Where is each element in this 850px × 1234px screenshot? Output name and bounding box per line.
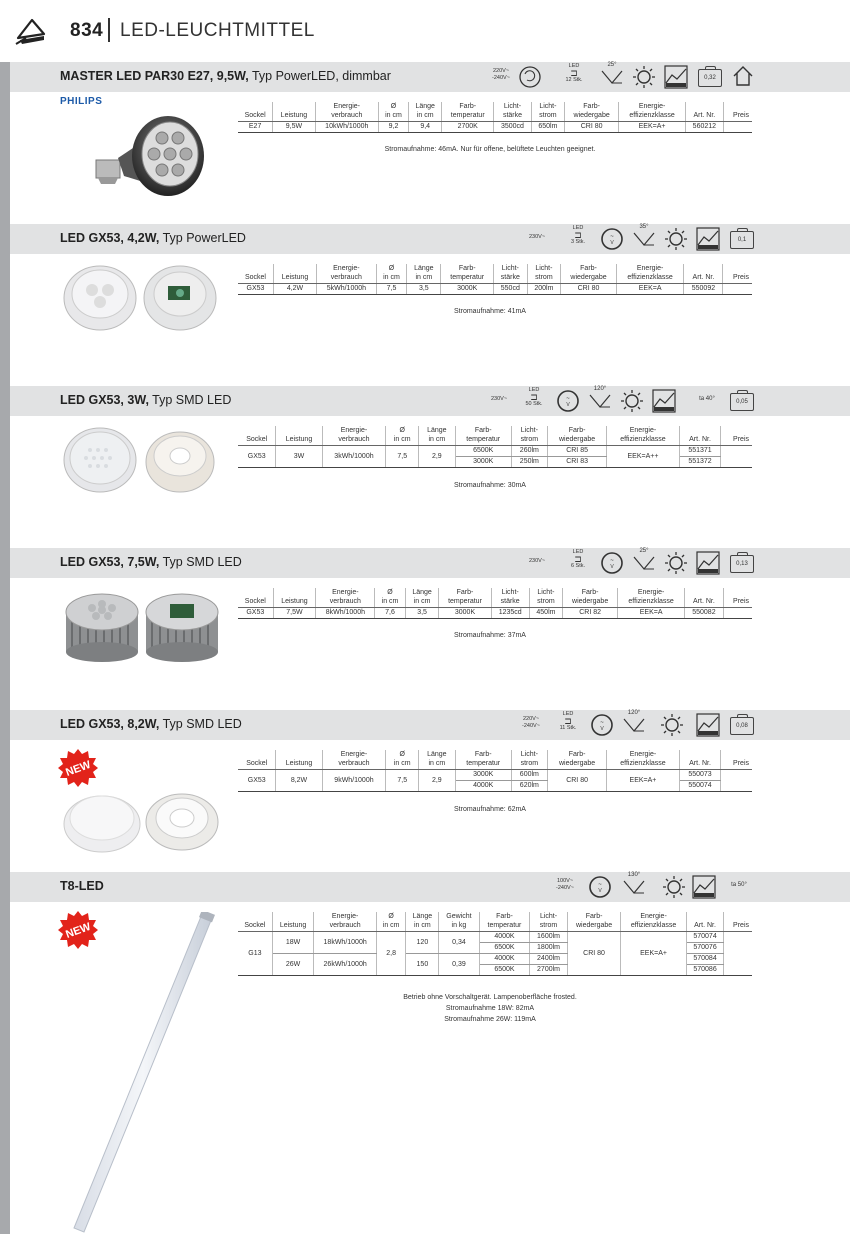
table-cell: 620lm	[511, 781, 547, 792]
table-cell: 3000K	[439, 608, 491, 619]
table-cell: G13	[238, 932, 272, 976]
col-header: Licht- strom	[531, 102, 564, 122]
table-cell: 4000K	[455, 781, 511, 792]
table-cell: 2,9	[419, 770, 455, 792]
table-cell: 26W	[272, 954, 314, 976]
light-bulb-icon	[664, 551, 688, 575]
table-cell: EEK=A	[616, 284, 684, 295]
col-header: Länge in cm	[408, 102, 441, 122]
table-cell: 3,5	[407, 284, 441, 295]
col-header: Farb- temperatur	[442, 102, 494, 122]
col-header: Ø in cm	[375, 588, 405, 608]
article-number: 550074	[679, 781, 721, 792]
product-section-t8-led	[10, 872, 850, 1234]
table-cell: 2,8	[376, 932, 406, 976]
ac-dc-icon	[590, 713, 614, 737]
voltage-icon: 220V~ -240V~	[522, 716, 540, 729]
light-bulb-icon	[620, 389, 644, 413]
new-badge-label: NEW	[64, 758, 93, 779]
beam-angle-icon: 35°	[632, 224, 656, 248]
ac-dc-icon	[600, 551, 624, 575]
col-header: Preis	[724, 102, 752, 122]
section-note: Stromaufnahme: 46mA. Nur für offene, belüftete Leuchten geeignet.	[384, 146, 596, 153]
section-note: Stromaufnahme: 37mA	[454, 632, 526, 639]
table-cell: 3,5	[405, 608, 439, 619]
table-cell: 4,2W	[273, 284, 316, 295]
col-header: Farb- wiedergabe	[547, 426, 607, 446]
spec-table	[238, 912, 752, 976]
table-cell: CRI 83	[547, 457, 607, 468]
article-number: 570084	[686, 954, 724, 965]
svg-text:V: V	[610, 564, 614, 570]
table-cell: CRI 80	[561, 284, 617, 295]
section-title: LED GX53, 3W, Typ SMD LED	[60, 393, 232, 407]
table-cell: 3000K	[441, 284, 494, 295]
spec-table	[238, 102, 752, 133]
table-cell: EEK=A	[618, 608, 685, 619]
price-cell	[724, 932, 752, 976]
col-header: Sockel	[238, 588, 273, 608]
table-cell: 200lm	[527, 284, 561, 295]
col-header: Gewicht in kg	[439, 912, 479, 932]
col-header: Farb- temperatur	[455, 750, 511, 770]
svg-text:~: ~	[566, 396, 570, 402]
page-title: LED-LEUCHTMITTEL	[120, 20, 315, 41]
feature-icons	[520, 548, 850, 578]
col-header: Energie- effizienzklasse	[607, 750, 679, 770]
ambient-temperature-label: ta 40°	[699, 396, 715, 402]
col-header: Sockel	[238, 264, 273, 284]
weight-box-icon: 0,13	[730, 555, 754, 573]
article-number: 570076	[686, 943, 724, 954]
table-cell: 8kWh/1000h	[316, 608, 375, 619]
left-margin-bar	[0, 62, 10, 1234]
table-cell: 18kWh/1000h	[314, 932, 376, 954]
col-header: Preis	[721, 750, 752, 770]
section-title: LED GX53, 8,2W, Typ SMD LED	[60, 717, 242, 731]
table-cell: 26kWh/1000h	[314, 954, 376, 976]
col-header: Sockel	[238, 750, 276, 770]
led-count-icon: LED ⊐ 6 Stk.	[570, 549, 586, 569]
led-count-icon: LED ⊐ 50 Stk.	[525, 387, 543, 407]
svg-text:V: V	[566, 402, 570, 408]
table-cell: 7,5	[376, 284, 407, 295]
col-header: Licht- strom	[530, 912, 567, 932]
table-cell: 2,9	[419, 446, 455, 468]
ce-chart-icon	[664, 65, 688, 89]
table-cell: 1235cd	[491, 608, 529, 619]
spec-table	[238, 588, 752, 619]
feature-icons	[484, 386, 850, 416]
article-number: 560212	[685, 122, 723, 133]
section-header	[10, 710, 850, 740]
col-header: Farb- temperatur	[455, 426, 511, 446]
col-header: Leistung	[273, 102, 315, 122]
ce-chart-icon	[696, 551, 720, 575]
table-cell: 10kWh/1000h	[315, 122, 378, 133]
table-cell: E27	[238, 122, 273, 133]
price-cell	[721, 446, 752, 468]
t8-tube-image	[60, 912, 220, 1234]
light-bulb-icon	[632, 65, 656, 89]
table-cell: 7,6	[375, 608, 405, 619]
section-title: LED GX53, 4,2W, Typ PowerLED	[60, 231, 246, 245]
price-cell	[721, 770, 752, 792]
table-cell: 2700lm	[530, 965, 567, 976]
beam-angle-icon: 120°	[622, 710, 646, 734]
section-note: Stromaufnahme: 41mA	[454, 308, 526, 315]
table-cell: 7,5W	[273, 608, 316, 619]
section-note: Stromaufnahme: 62mA	[454, 806, 526, 813]
lamp-icon	[14, 16, 50, 46]
table-cell: CRI 80	[567, 932, 621, 976]
svg-text:V: V	[610, 240, 614, 246]
table-cell: CRI 85	[547, 446, 607, 457]
product-section-par30	[10, 62, 850, 222]
table-cell: CRI 80	[564, 122, 619, 133]
table-cell: 3000K	[455, 770, 511, 781]
table-row	[238, 446, 752, 457]
col-header: Ø in cm	[386, 426, 419, 446]
col-header: Farb- wiedergabe	[564, 102, 619, 122]
col-header: Leistung	[276, 426, 322, 446]
section-header	[10, 224, 850, 254]
gx53-lamp-image	[62, 588, 222, 668]
table-cell: 120	[406, 932, 439, 954]
beam-angle-icon: 25°	[600, 62, 624, 86]
svg-text:~: ~	[610, 234, 614, 240]
table-cell: 3500cd	[494, 122, 532, 133]
table-cell: 2400lm	[530, 954, 567, 965]
table-row	[238, 770, 752, 781]
col-header: Licht- stärke	[494, 102, 532, 122]
col-header: Preis	[721, 426, 752, 446]
led-count-icon: LED ⊐ 11 Stk.	[559, 711, 577, 731]
table-cell: 9kWh/1000h	[322, 770, 386, 792]
col-header: Leistung	[272, 912, 314, 932]
col-header: Art. Nr.	[685, 588, 724, 608]
col-header: Farb- temperatur	[479, 912, 530, 932]
section-title: MASTER LED PAR30 E27, 9,5W, Typ PowerLED, dimmbar	[60, 69, 391, 83]
col-header: Farb- wiedergabe	[567, 912, 621, 932]
beam-angle-icon: 25°	[632, 548, 656, 572]
table-cell: 3000K	[455, 457, 511, 468]
section-note: Stromaufnahme: 30mA	[454, 482, 526, 489]
col-header: Farb- wiedergabe	[561, 264, 617, 284]
section-header	[10, 548, 850, 578]
led-count-icon: LED ⊐ 3 Stk.	[570, 225, 586, 245]
table-cell: 4000K	[479, 954, 530, 965]
table-cell: EEK=A+	[621, 932, 686, 976]
col-header: Ø in cm	[376, 264, 407, 284]
table-cell: 6500K	[479, 965, 530, 976]
new-badge	[58, 748, 98, 788]
col-header: Art. Nr.	[679, 750, 721, 770]
col-header: Energie- effizienzklasse	[619, 102, 685, 122]
weight-box-icon: 0,08	[730, 717, 754, 735]
voltage-icon: 100V~ -240V~	[556, 878, 574, 891]
gx53-lamp-image	[62, 426, 222, 496]
svg-text:V: V	[600, 726, 604, 732]
ce-chart-icon	[696, 227, 720, 251]
table-cell: 6500K	[479, 943, 530, 954]
voltage-icon: 230V~	[528, 234, 546, 240]
voltage-icon: 230V~	[528, 558, 546, 564]
table-cell: 260lm	[511, 446, 547, 457]
table-cell: 250lm	[511, 457, 547, 468]
table-cell: 8,2W	[276, 770, 322, 792]
table-cell: 3W	[276, 446, 322, 468]
table-cell: CRI 82	[563, 608, 618, 619]
svg-text:~: ~	[600, 720, 604, 726]
col-header: Preis	[723, 264, 752, 284]
col-header: Energie- effizienzklasse	[618, 588, 685, 608]
price-cell	[724, 122, 752, 133]
section-note: Betrieb ohne Vorschaltgerät. Lampenoberfläche frosted. Stromaufnahme 18W: 82mA Stromaufnahme 26W: 119mA	[403, 994, 577, 1023]
table-cell: 7,5	[386, 446, 419, 468]
col-header: Licht- stärke	[491, 588, 529, 608]
weight-box-icon: 0,1	[730, 231, 754, 249]
feature-icons	[520, 224, 850, 254]
table-cell: EEK=A++	[607, 446, 679, 468]
col-header: Licht- strom	[529, 588, 562, 608]
col-header: Energie- verbrauch	[314, 912, 376, 932]
col-header: Art. Nr.	[684, 264, 723, 284]
table-cell: GX53	[238, 770, 276, 792]
feature-icons	[516, 710, 850, 740]
table-cell: CRI 80	[547, 770, 607, 792]
article-number: 550073	[679, 770, 721, 781]
svg-text:V: V	[598, 888, 602, 894]
ce-chart-icon	[696, 713, 720, 737]
col-header: Energie- effizienzklasse	[607, 426, 679, 446]
table-cell: 9,2	[379, 122, 409, 133]
new-badge-label: NEW	[64, 920, 93, 941]
spec-table	[238, 264, 752, 295]
table-cell: 650lm	[531, 122, 564, 133]
led-count-icon: LED ⊐ 12 Stk.	[565, 63, 583, 83]
beam-angle-icon: 130°	[622, 872, 646, 896]
table-cell: 1600lm	[530, 932, 567, 943]
col-header: Farb- temperatur	[439, 588, 491, 608]
col-header: Licht- strom	[511, 750, 547, 770]
light-bulb-icon	[662, 875, 686, 899]
col-header: Energie- verbrauch	[315, 102, 378, 122]
ce-chart-icon	[652, 389, 676, 413]
table-cell: 4000K	[479, 932, 530, 943]
col-header: Energie- verbrauch	[322, 426, 386, 446]
col-header: Sockel	[238, 426, 276, 446]
col-header: Leistung	[273, 264, 316, 284]
col-header: Energie- verbrauch	[322, 750, 386, 770]
par30-bulb-image	[90, 106, 210, 206]
table-cell: 18W	[272, 932, 314, 954]
philips-logo: PHILIPS	[60, 96, 103, 107]
gx53-lamp-image	[62, 264, 222, 334]
price-cell	[723, 608, 752, 619]
table-cell: 450lm	[529, 608, 562, 619]
col-header: Länge in cm	[405, 588, 439, 608]
col-header: Länge in cm	[419, 426, 455, 446]
ac-dc-icon	[556, 389, 580, 413]
article-number: 551372	[679, 457, 721, 468]
section-title: T8-LED	[60, 879, 104, 893]
table-cell: 5kWh/1000h	[317, 284, 377, 295]
col-header: Länge in cm	[419, 750, 455, 770]
col-header: Art. Nr.	[679, 426, 721, 446]
page-header	[0, 0, 850, 62]
article-number: 570086	[686, 965, 724, 976]
table-cell: 3kWh/1000h	[322, 446, 386, 468]
section-header	[10, 386, 850, 416]
feature-icons	[550, 872, 850, 902]
svg-text:~: ~	[610, 558, 614, 564]
col-header: Länge in cm	[407, 264, 441, 284]
col-header: Energie- verbrauch	[316, 588, 375, 608]
table-cell: GX53	[238, 284, 273, 295]
col-header: Preis	[724, 912, 752, 932]
ambient-temperature-label: ta 50°	[731, 882, 747, 888]
table-cell: 1800lm	[530, 943, 567, 954]
light-bulb-icon	[664, 227, 688, 251]
col-header: Ø in cm	[376, 912, 406, 932]
col-header: Energie- effizienzklasse	[621, 912, 686, 932]
ac-dc-icon	[588, 875, 612, 899]
light-bulb-icon	[660, 713, 684, 737]
article-number: 550092	[684, 284, 723, 295]
beam-angle-icon: 120°	[588, 386, 612, 410]
table-cell: 150	[406, 954, 439, 976]
table-row	[238, 608, 752, 619]
table-cell: 6500K	[455, 446, 511, 457]
col-header: Farb- wiedergabe	[547, 750, 607, 770]
col-header: Länge in cm	[406, 912, 439, 932]
product-section-gx53-4w	[10, 224, 850, 384]
table-cell: GX53	[238, 608, 273, 619]
col-header: Preis	[723, 588, 752, 608]
col-header: Licht- stärke	[494, 264, 528, 284]
table-cell: EEK=A+	[619, 122, 685, 133]
voltage-icon: 220V~ -240V~	[492, 68, 510, 81]
voltage-icon: 230V~	[490, 396, 508, 402]
ce-chart-icon	[692, 875, 716, 899]
article-number: 570074	[686, 932, 724, 943]
table-cell: GX53	[238, 446, 276, 468]
table-cell: 9,5W	[273, 122, 315, 133]
col-header: Farb- wiedergabe	[563, 588, 618, 608]
col-header: Sockel	[238, 912, 272, 932]
col-header: Energie- effizienzklasse	[616, 264, 684, 284]
col-header: Art. Nr.	[686, 912, 724, 932]
dimmable-icon	[518, 65, 542, 89]
col-header: Leistung	[273, 588, 316, 608]
table-cell: 600lm	[511, 770, 547, 781]
table-cell: 9,4	[408, 122, 441, 133]
table-row	[238, 284, 752, 295]
title-divider	[108, 18, 110, 42]
article-number: 551371	[679, 446, 721, 457]
table-cell: 2700K	[442, 122, 494, 133]
section-header	[10, 872, 850, 902]
table-row	[238, 122, 752, 133]
col-header: Energie- verbrauch	[317, 264, 377, 284]
product-section-gx53-3w	[10, 386, 850, 546]
price-cell	[723, 284, 752, 295]
product-section-gx53-7w	[10, 548, 850, 708]
article-number: 550082	[685, 608, 724, 619]
col-header: Art. Nr.	[685, 102, 723, 122]
col-header: Licht- strom	[527, 264, 561, 284]
feature-icons	[480, 62, 850, 92]
section-title: LED GX53, 7,5W, Typ SMD LED	[60, 555, 242, 569]
col-header: Farb- temperatur	[441, 264, 494, 284]
table-cell: 7,5	[386, 770, 419, 792]
house-icon	[732, 65, 754, 89]
col-header: Ø in cm	[386, 750, 419, 770]
col-header: Ø in cm	[379, 102, 409, 122]
col-header: Leistung	[276, 750, 322, 770]
table-cell: 550cd	[494, 284, 528, 295]
page-number: 834	[70, 20, 104, 41]
table-cell: 0,34	[439, 932, 479, 954]
section-header	[10, 62, 850, 92]
col-header: Sockel	[238, 102, 273, 122]
spec-table	[238, 750, 752, 792]
spec-table	[238, 426, 752, 468]
col-header: Licht- strom	[511, 426, 547, 446]
table-row	[238, 932, 752, 943]
weight-box-icon: 0,32	[698, 69, 722, 87]
weight-box-icon: 0,05	[730, 393, 754, 411]
product-section-gx53-8w	[10, 710, 850, 870]
ac-dc-icon	[600, 227, 624, 251]
svg-text:~: ~	[598, 882, 602, 888]
table-cell: EEK=A+	[607, 770, 679, 792]
gx53-lamp-image	[62, 784, 222, 854]
table-cell: 0,39	[439, 954, 479, 976]
